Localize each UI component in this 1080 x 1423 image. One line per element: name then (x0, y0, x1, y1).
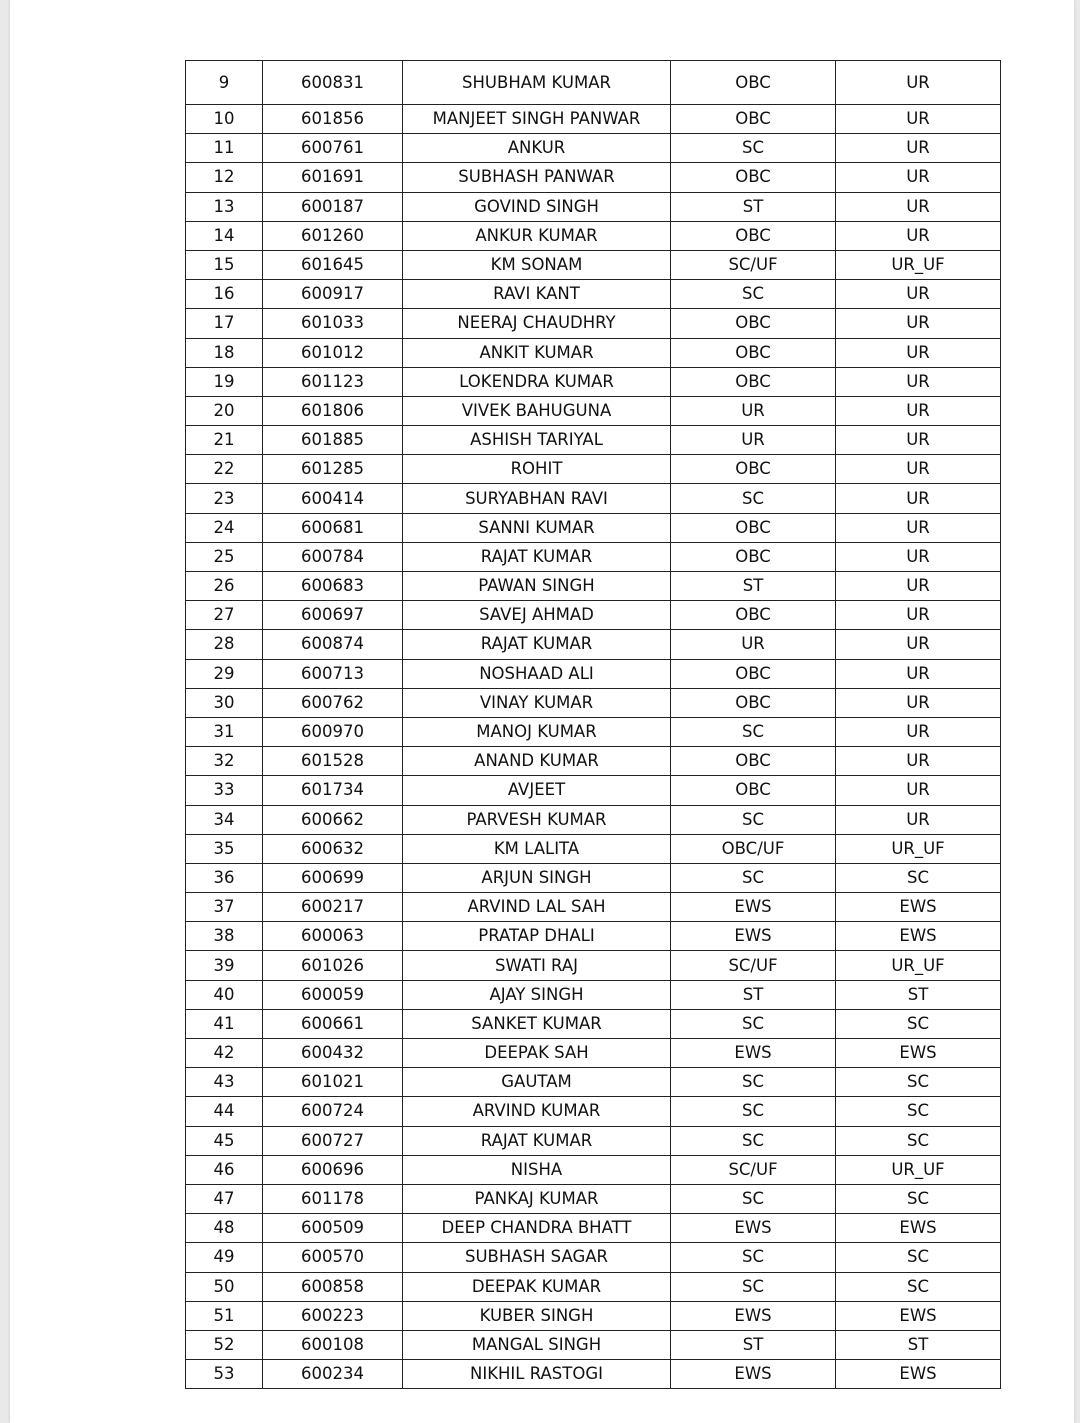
table-row (186, 980, 1001, 1009)
candidate-name-cell: GOVIND SINGH (403, 192, 671, 221)
serial-number-cell: 13 (186, 192, 263, 221)
candidate-name-cell: DEEPAK KUMAR (403, 1272, 671, 1301)
category-cell: EWS (671, 1360, 836, 1389)
candidate-name-cell: ARJUN SINGH (403, 863, 671, 892)
table-row (186, 1009, 1001, 1038)
table-row (186, 426, 1001, 455)
roll-number-cell: 601260 (263, 221, 403, 250)
table-row (186, 250, 1001, 279)
selected-category-cell: ST (836, 1330, 1001, 1359)
serial-number-cell: 47 (186, 1184, 263, 1213)
table-row (186, 1301, 1001, 1330)
serial-number-cell: 48 (186, 1214, 263, 1243)
serial-number-cell: 31 (186, 717, 263, 746)
roll-number-cell: 600699 (263, 863, 403, 892)
category-cell: SC (671, 1126, 836, 1155)
serial-number-cell: 15 (186, 250, 263, 279)
table-row (186, 61, 1001, 105)
serial-number-cell: 44 (186, 1097, 263, 1126)
roll-number-cell: 600696 (263, 1155, 403, 1184)
category-cell: SC (671, 134, 836, 163)
selected-category-cell: UR (836, 601, 1001, 630)
candidate-name-cell: LOKENDRA KUMAR (403, 367, 671, 396)
selected-category-cell: UR (836, 61, 1001, 105)
category-cell: OBC/UF (671, 834, 836, 863)
table-row (186, 542, 1001, 571)
selected-category-cell: UR (836, 426, 1001, 455)
roll-number-cell: 600414 (263, 484, 403, 513)
roll-number-cell: 601691 (263, 163, 403, 192)
serial-number-cell: 53 (186, 1360, 263, 1389)
candidate-name-cell: RAJAT KUMAR (403, 542, 671, 571)
roll-number-cell: 600059 (263, 980, 403, 1009)
serial-number-cell: 10 (186, 105, 263, 134)
category-cell: SC (671, 717, 836, 746)
selected-category-cell: UR (836, 338, 1001, 367)
roll-number-cell: 600761 (263, 134, 403, 163)
table-row (186, 455, 1001, 484)
table-row (186, 659, 1001, 688)
roll-number-cell: 600762 (263, 688, 403, 717)
roll-number-cell: 600662 (263, 805, 403, 834)
table-row (186, 922, 1001, 951)
roll-number-cell: 600108 (263, 1330, 403, 1359)
candidate-name-cell: NISHA (403, 1155, 671, 1184)
roll-number-cell: 600234 (263, 1360, 403, 1389)
category-cell: EWS (671, 1214, 836, 1243)
candidate-name-cell: KM SONAM (403, 250, 671, 279)
table-row (186, 105, 1001, 134)
category-cell: SC (671, 1184, 836, 1213)
roll-number-cell: 601528 (263, 747, 403, 776)
candidate-name-cell: NOSHAAD ALI (403, 659, 671, 688)
serial-number-cell: 20 (186, 396, 263, 425)
serial-number-cell: 21 (186, 426, 263, 455)
category-cell: OBC (671, 747, 836, 776)
selected-category-cell: ST (836, 980, 1001, 1009)
serial-number-cell: 39 (186, 951, 263, 980)
selected-category-cell: EWS (836, 1214, 1001, 1243)
table-row (186, 688, 1001, 717)
candidate-name-cell: RAJAT KUMAR (403, 630, 671, 659)
candidate-name-cell: AJAY SINGH (403, 980, 671, 1009)
table-body (186, 61, 1001, 1389)
selected-category-cell: UR_UF (836, 834, 1001, 863)
roll-number-cell: 601645 (263, 250, 403, 279)
selected-category-cell: UR (836, 542, 1001, 571)
category-cell: SC/UF (671, 1155, 836, 1184)
category-cell: OBC (671, 309, 836, 338)
roll-number-cell: 600784 (263, 542, 403, 571)
table-row (186, 1155, 1001, 1184)
category-cell: SC (671, 1009, 836, 1038)
roll-number-cell: 600874 (263, 630, 403, 659)
roll-number-cell: 601033 (263, 309, 403, 338)
candidate-name-cell: SHUBHAM KUMAR (403, 61, 671, 105)
serial-number-cell: 36 (186, 863, 263, 892)
roll-number-cell: 600724 (263, 1097, 403, 1126)
table-row (186, 1330, 1001, 1359)
serial-number-cell: 35 (186, 834, 263, 863)
candidate-name-cell: NIKHIL RASTOGI (403, 1360, 671, 1389)
selected-category-cell: UR (836, 396, 1001, 425)
category-cell: UR (671, 630, 836, 659)
roll-number-cell: 600509 (263, 1214, 403, 1243)
candidate-name-cell: VINAY KUMAR (403, 688, 671, 717)
table-row (186, 1068, 1001, 1097)
roll-number-cell: 600223 (263, 1301, 403, 1330)
category-cell: UR (671, 426, 836, 455)
serial-number-cell: 19 (186, 367, 263, 396)
serial-number-cell: 37 (186, 893, 263, 922)
table-row (186, 163, 1001, 192)
category-cell: ST (671, 980, 836, 1009)
roll-number-cell: 600727 (263, 1126, 403, 1155)
serial-number-cell: 49 (186, 1243, 263, 1272)
selected-category-cell: EWS (836, 1360, 1001, 1389)
selected-category-cell: UR_UF (836, 1155, 1001, 1184)
selected-category-cell: UR (836, 747, 1001, 776)
selected-category-cell: UR (836, 309, 1001, 338)
table-row (186, 280, 1001, 309)
candidate-name-cell: ASHISH TARIYAL (403, 426, 671, 455)
table-row (186, 134, 1001, 163)
category-cell: SC (671, 484, 836, 513)
roll-number-cell: 600697 (263, 601, 403, 630)
category-cell: SC (671, 1243, 836, 1272)
selected-category-cell: UR_UF (836, 951, 1001, 980)
category-cell: ST (671, 1330, 836, 1359)
category-cell: ST (671, 572, 836, 601)
selected-category-cell: UR (836, 630, 1001, 659)
roll-number-cell: 600713 (263, 659, 403, 688)
category-cell: OBC (671, 688, 836, 717)
table-row (186, 601, 1001, 630)
selected-category-cell: UR (836, 688, 1001, 717)
serial-number-cell: 26 (186, 572, 263, 601)
selected-category-cell: UR (836, 513, 1001, 542)
roll-number-cell: 600831 (263, 61, 403, 105)
table-row (186, 367, 1001, 396)
category-cell: OBC (671, 659, 836, 688)
candidate-name-cell: MANOJ KUMAR (403, 717, 671, 746)
selected-category-cell: UR (836, 192, 1001, 221)
category-cell: SC/UF (671, 951, 836, 980)
serial-number-cell: 24 (186, 513, 263, 542)
selected-category-cell: EWS (836, 922, 1001, 951)
candidate-name-cell: PAWAN SINGH (403, 572, 671, 601)
table-row (186, 951, 1001, 980)
category-cell: SC (671, 863, 836, 892)
serial-number-cell: 51 (186, 1301, 263, 1330)
selected-category-cell: SC (836, 1126, 1001, 1155)
category-cell: ST (671, 192, 836, 221)
candidate-name-cell: VIVEK BAHUGUNA (403, 396, 671, 425)
selected-category-cell: UR (836, 221, 1001, 250)
category-cell: OBC (671, 601, 836, 630)
serial-number-cell: 27 (186, 601, 263, 630)
serial-number-cell: 45 (186, 1126, 263, 1155)
table-row (186, 572, 1001, 601)
roll-number-cell: 601123 (263, 367, 403, 396)
candidate-name-cell: SAVEJ AHMAD (403, 601, 671, 630)
category-cell: EWS (671, 893, 836, 922)
category-cell: SC (671, 805, 836, 834)
candidate-name-cell: PARVESH KUMAR (403, 805, 671, 834)
serial-number-cell: 16 (186, 280, 263, 309)
selected-category-cell: UR (836, 484, 1001, 513)
candidate-name-cell: SUBHASH PANWAR (403, 163, 671, 192)
candidate-name-cell: SANKET KUMAR (403, 1009, 671, 1038)
category-cell: OBC (671, 367, 836, 396)
selected-category-cell: UR (836, 717, 1001, 746)
serial-number-cell: 30 (186, 688, 263, 717)
roll-number-cell: 600917 (263, 280, 403, 309)
roll-number-cell: 601885 (263, 426, 403, 455)
selected-category-cell: SC (836, 1243, 1001, 1272)
table-row (186, 1184, 1001, 1213)
selected-category-cell: SC (836, 1097, 1001, 1126)
roll-number-cell: 600217 (263, 893, 403, 922)
candidate-name-cell: MANJEET SINGH PANWAR (403, 105, 671, 134)
roll-number-cell: 600432 (263, 1039, 403, 1068)
table-row (186, 1360, 1001, 1389)
candidate-name-cell: SURYABHAN RAVI (403, 484, 671, 513)
candidate-name-cell: ANAND KUMAR (403, 747, 671, 776)
selected-category-cell: UR (836, 776, 1001, 805)
serial-number-cell: 52 (186, 1330, 263, 1359)
candidate-name-cell: PRATAP DHALI (403, 922, 671, 951)
serial-number-cell: 33 (186, 776, 263, 805)
table-row (186, 630, 1001, 659)
roll-number-cell: 600187 (263, 192, 403, 221)
candidate-name-cell: KM LALITA (403, 834, 671, 863)
serial-number-cell: 32 (186, 747, 263, 776)
candidate-name-cell: ARVIND LAL SAH (403, 893, 671, 922)
serial-number-cell: 9 (186, 61, 263, 105)
roll-number-cell: 600661 (263, 1009, 403, 1038)
roll-number-cell: 601012 (263, 338, 403, 367)
serial-number-cell: 46 (186, 1155, 263, 1184)
serial-number-cell: 25 (186, 542, 263, 571)
roll-number-cell: 600632 (263, 834, 403, 863)
table-row (186, 776, 1001, 805)
table-row (186, 1214, 1001, 1243)
category-cell: OBC (671, 163, 836, 192)
roll-number-cell: 601734 (263, 776, 403, 805)
candidate-name-cell: ROHIT (403, 455, 671, 484)
table-row (186, 1097, 1001, 1126)
serial-number-cell: 38 (186, 922, 263, 951)
table-row (186, 396, 1001, 425)
category-cell: OBC (671, 776, 836, 805)
candidate-name-cell: NEERAJ CHAUDHRY (403, 309, 671, 338)
roll-number-cell: 601026 (263, 951, 403, 980)
category-cell: EWS (671, 1039, 836, 1068)
table-row (186, 513, 1001, 542)
candidate-name-cell: RAJAT KUMAR (403, 1126, 671, 1155)
category-cell: EWS (671, 922, 836, 951)
category-cell: SC/UF (671, 250, 836, 279)
selected-category-cell: UR (836, 659, 1001, 688)
selected-category-cell: UR (836, 105, 1001, 134)
category-cell: OBC (671, 338, 836, 367)
category-cell: SC (671, 1272, 836, 1301)
serial-number-cell: 22 (186, 455, 263, 484)
candidate-name-cell: RAVI KANT (403, 280, 671, 309)
category-cell: EWS (671, 1301, 836, 1330)
selected-category-cell: UR (836, 163, 1001, 192)
candidate-name-cell: KUBER SINGH (403, 1301, 671, 1330)
table-row (186, 893, 1001, 922)
candidate-name-cell: SUBHASH SAGAR (403, 1243, 671, 1272)
roll-number-cell: 600570 (263, 1243, 403, 1272)
selected-category-cell: UR (836, 367, 1001, 396)
category-cell: SC (671, 1068, 836, 1097)
selected-category-cell: EWS (836, 893, 1001, 922)
selected-category-cell: UR (836, 572, 1001, 601)
serial-number-cell: 50 (186, 1272, 263, 1301)
roll-number-cell: 600681 (263, 513, 403, 542)
category-cell: OBC (671, 513, 836, 542)
candidate-name-cell: SWATI RAJ (403, 951, 671, 980)
serial-number-cell: 40 (186, 980, 263, 1009)
candidate-name-cell: MANGAL SINGH (403, 1330, 671, 1359)
table-row (186, 1126, 1001, 1155)
roll-number-cell: 600970 (263, 717, 403, 746)
roll-number-cell: 601021 (263, 1068, 403, 1097)
roll-number-cell: 601806 (263, 396, 403, 425)
category-cell: OBC (671, 105, 836, 134)
serial-number-cell: 18 (186, 338, 263, 367)
serial-number-cell: 29 (186, 659, 263, 688)
candidate-name-cell: AVJEET (403, 776, 671, 805)
selected-category-cell: SC (836, 1272, 1001, 1301)
selected-category-cell: EWS (836, 1301, 1001, 1330)
table-row (186, 834, 1001, 863)
category-cell: OBC (671, 455, 836, 484)
selected-category-cell: UR (836, 134, 1001, 163)
category-cell: OBC (671, 61, 836, 105)
selected-category-cell: UR_UF (836, 250, 1001, 279)
table-row (186, 221, 1001, 250)
document-page (10, 0, 1074, 1423)
serial-number-cell: 28 (186, 630, 263, 659)
selected-category-cell: UR (836, 805, 1001, 834)
serial-number-cell: 17 (186, 309, 263, 338)
table-row (186, 1039, 1001, 1068)
serial-number-cell: 42 (186, 1039, 263, 1068)
selected-category-cell: UR (836, 280, 1001, 309)
selected-category-cell: EWS (836, 1039, 1001, 1068)
candidate-name-cell: DEEP CHANDRA BHATT (403, 1214, 671, 1243)
candidate-name-cell: ANKUR KUMAR (403, 221, 671, 250)
candidate-name-cell: ANKIT KUMAR (403, 338, 671, 367)
candidate-name-cell: SANNI KUMAR (403, 513, 671, 542)
candidate-name-cell: PANKAJ KUMAR (403, 1184, 671, 1213)
table-row (186, 338, 1001, 367)
serial-number-cell: 12 (186, 163, 263, 192)
serial-number-cell: 23 (186, 484, 263, 513)
roll-number-cell: 600683 (263, 572, 403, 601)
selected-category-cell: SC (836, 1068, 1001, 1097)
table-row (186, 747, 1001, 776)
candidate-name-cell: ARVIND KUMAR (403, 1097, 671, 1126)
table-row (186, 484, 1001, 513)
serial-number-cell: 11 (186, 134, 263, 163)
roll-number-cell: 600858 (263, 1272, 403, 1301)
serial-number-cell: 14 (186, 221, 263, 250)
table-row (186, 863, 1001, 892)
candidate-name-cell: GAUTAM (403, 1068, 671, 1097)
serial-number-cell: 43 (186, 1068, 263, 1097)
serial-number-cell: 41 (186, 1009, 263, 1038)
selected-category-cell: UR (836, 455, 1001, 484)
selected-category-cell: SC (836, 863, 1001, 892)
table-row (186, 309, 1001, 338)
table-row (186, 192, 1001, 221)
candidate-name-cell: DEEPAK SAH (403, 1039, 671, 1068)
table-row (186, 1243, 1001, 1272)
table-row (186, 805, 1001, 834)
table-row (186, 717, 1001, 746)
category-cell: SC (671, 280, 836, 309)
selected-category-cell: SC (836, 1184, 1001, 1213)
serial-number-cell: 34 (186, 805, 263, 834)
category-cell: UR (671, 396, 836, 425)
candidate-name-cell: ANKUR (403, 134, 671, 163)
category-cell: SC (671, 1097, 836, 1126)
table-row (186, 1272, 1001, 1301)
category-cell: OBC (671, 221, 836, 250)
selection-list-table (185, 60, 1001, 1389)
roll-number-cell: 601856 (263, 105, 403, 134)
roll-number-cell: 600063 (263, 922, 403, 951)
roll-number-cell: 601285 (263, 455, 403, 484)
selected-category-cell: SC (836, 1009, 1001, 1038)
category-cell: OBC (671, 542, 836, 571)
roll-number-cell: 601178 (263, 1184, 403, 1213)
